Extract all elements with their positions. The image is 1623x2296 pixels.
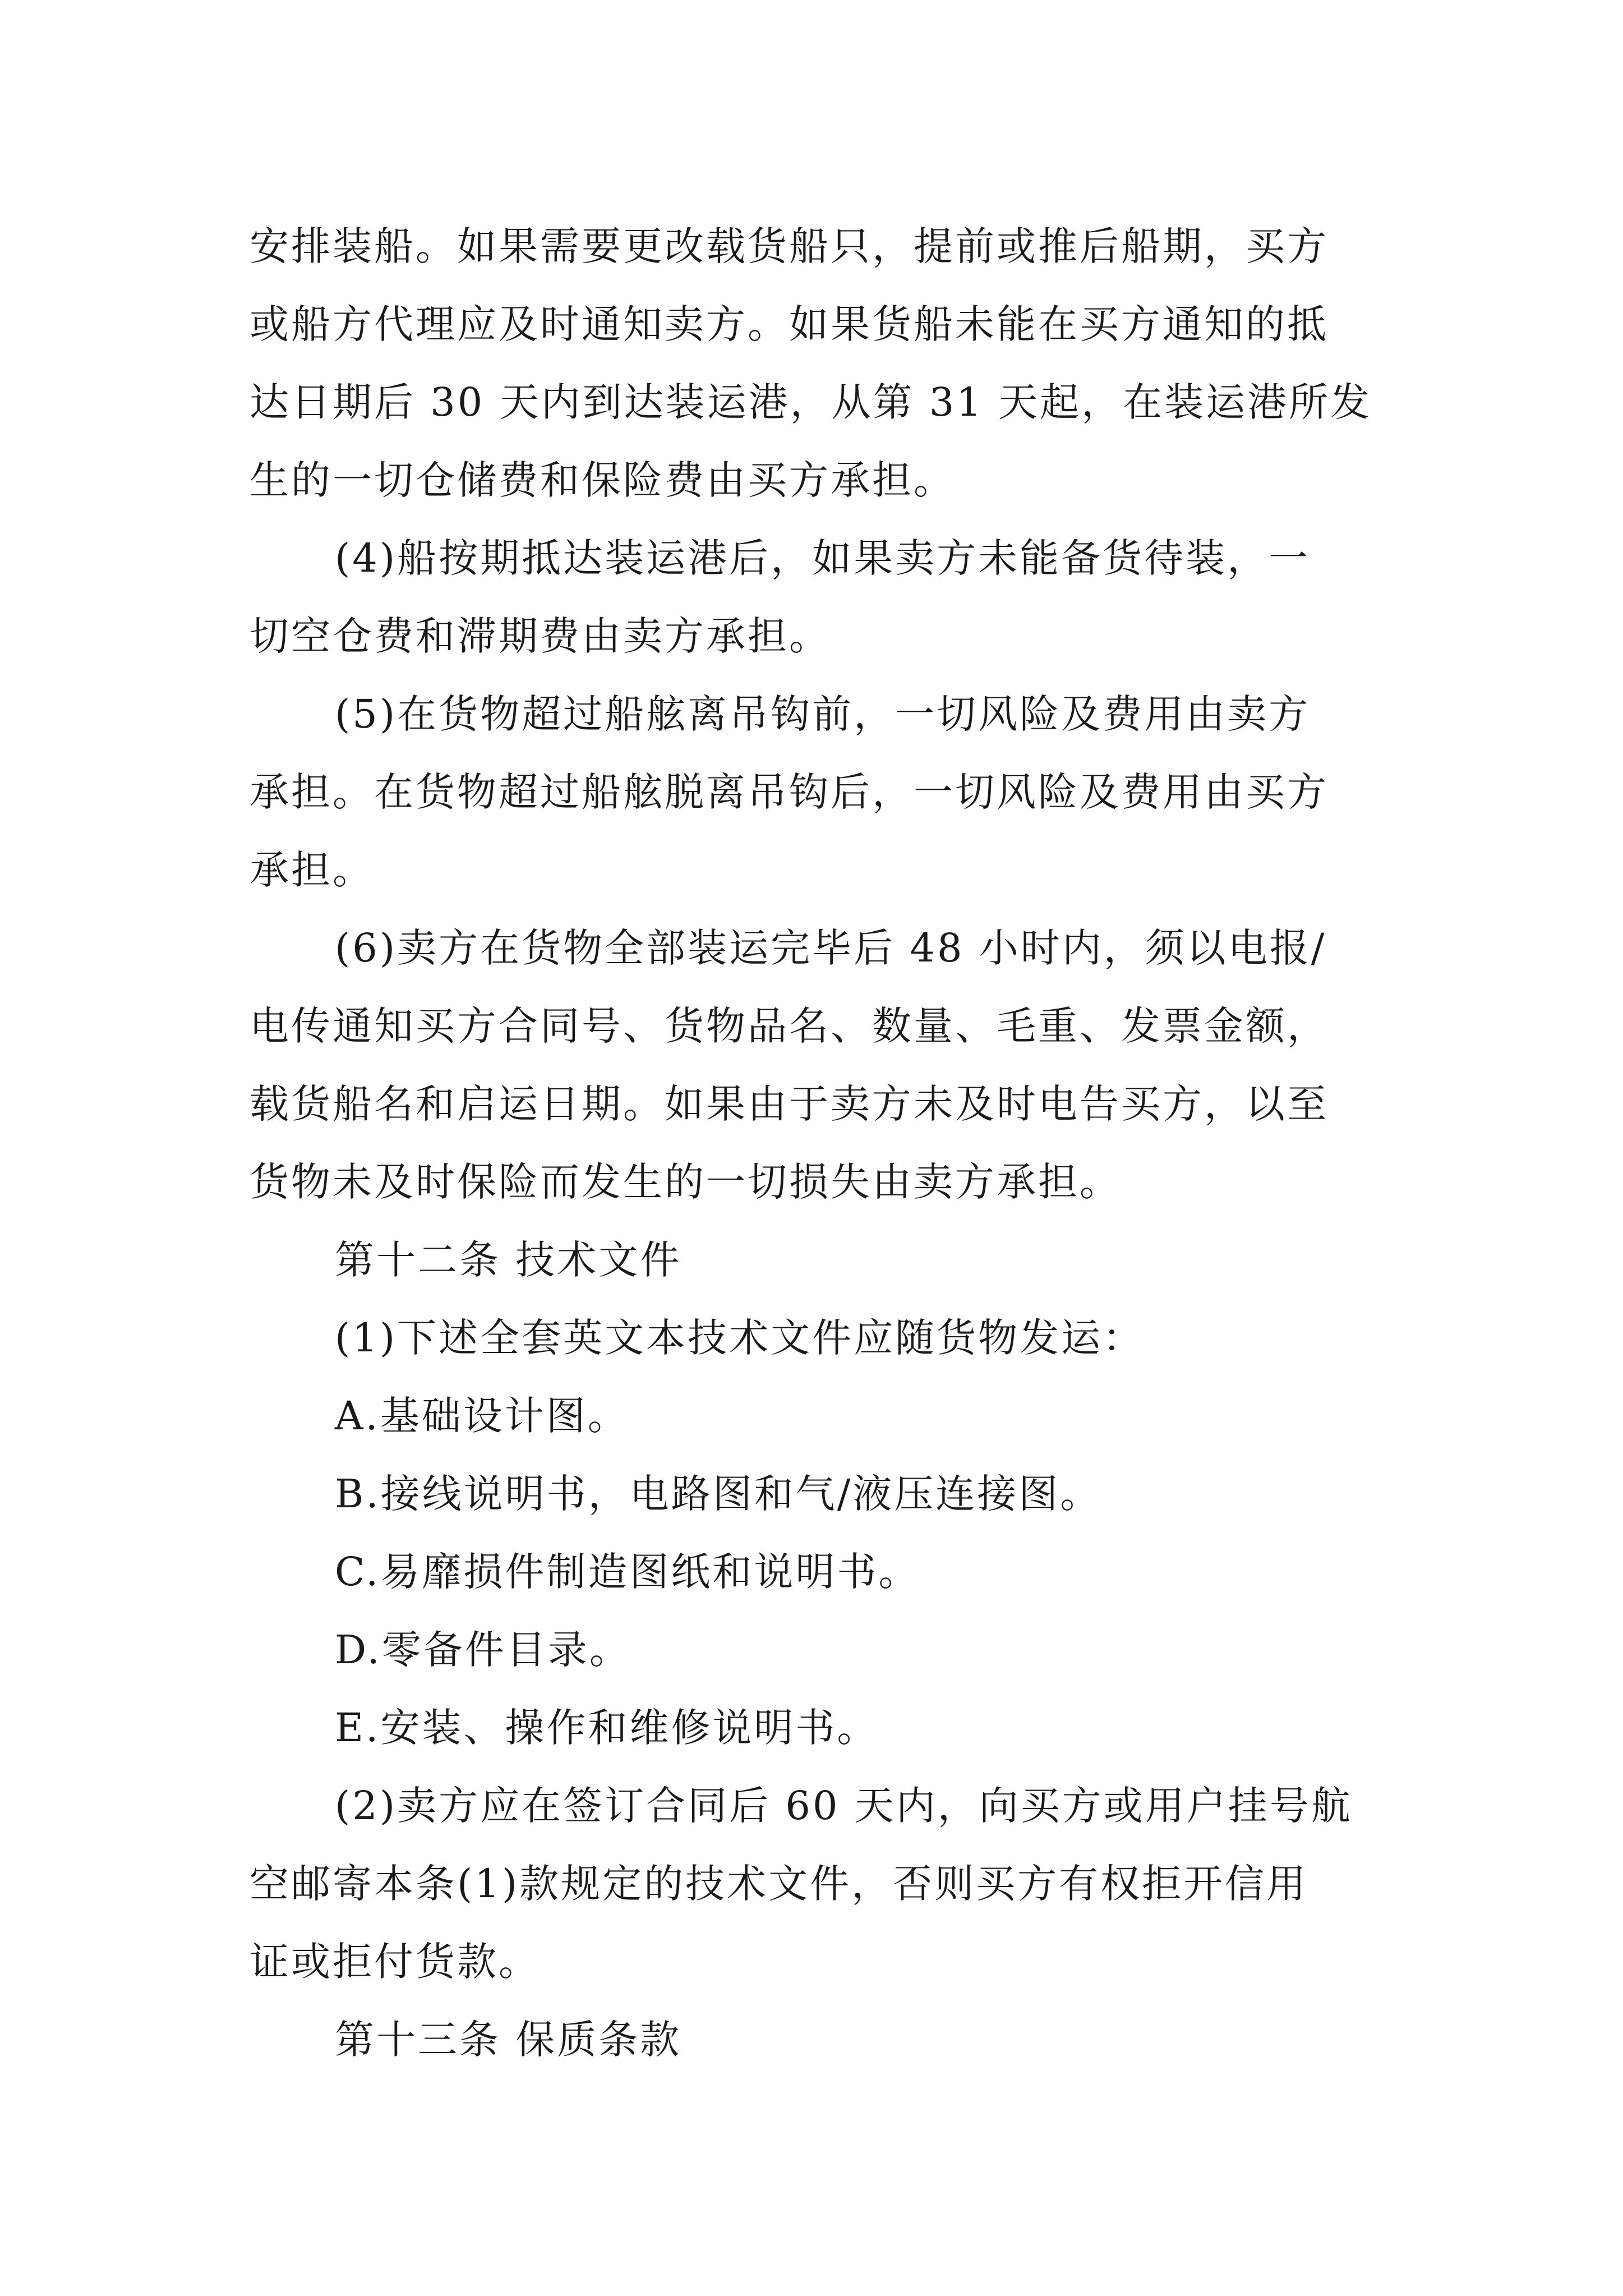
list-item: E.安装、操作和维修说明书。 [335,1705,879,1751]
paragraph-line: 证或拒付货款。 [250,1939,540,1985]
section-heading: 第十二条 技术文件 [335,1237,682,1283]
document-body [250,208,1377,2079]
paragraph-line: 电传通知买方合同号、货物品名、数量、毛重、发票金额， [250,1003,1329,1049]
list-item: A.基础设计图。 [335,1393,629,1439]
paragraph-line: (4)船按期抵达装运港后，如果卖方未能备货待装，一 [335,535,1311,581]
paragraph-line: 载货船名和启运日期。如果由于卖方未及时电告买方，以至 [250,1081,1329,1127]
paragraph-line: (1)下述全套英文本技术文件应随货物发运： [335,1315,1145,1361]
paragraph-line: 或船方代理应及时通知卖方。如果货船未能在买方通知的抵 [250,301,1329,347]
list-item: C.易靡损件制造图纸和说明书。 [335,1549,920,1595]
paragraph-line: 安排装船。如果需要更改载货船只，提前或推后船期，买方 [250,223,1329,269]
paragraph-line: 切空仓费和滞期费由卖方承担。 [250,613,831,659]
section-heading: 第十三条 保质条款 [335,2017,682,2063]
paragraph-line: 生的一切仓储费和保险费由买方承担。 [250,457,955,503]
list-item: B.接线说明书，电路图和气/液压连接图。 [335,1471,1102,1517]
paragraph-line: 达日期后 30 天内到达装运港，从第 31 天起，在装运港所发 [250,379,1372,425]
paragraph-line: 承担。在货物超过船舷脱离吊钩后，一切风险及费用由买方 [250,769,1329,815]
paragraph-line: 货物未及时保险而发生的一切损失由卖方承担。 [250,1159,1121,1205]
list-item: D.零备件目录。 [335,1627,631,1673]
paragraph-line: 空邮寄本条(1)款规定的技术文件，否则买方有权拒开信用 [250,1861,1308,1907]
paragraph-line: (2)卖方应在签订合同后 60 天内，向买方或用户挂号航 [335,1783,1353,1829]
paragraph-line: (5)在货物超过船舷离吊钩前，一切风险及费用由卖方 [335,691,1311,737]
paragraph-line: (6)卖方在货物全部装运完毕后 48 小时内，须以电报/ [335,925,1327,971]
paragraph-line: 承担。 [250,847,374,893]
